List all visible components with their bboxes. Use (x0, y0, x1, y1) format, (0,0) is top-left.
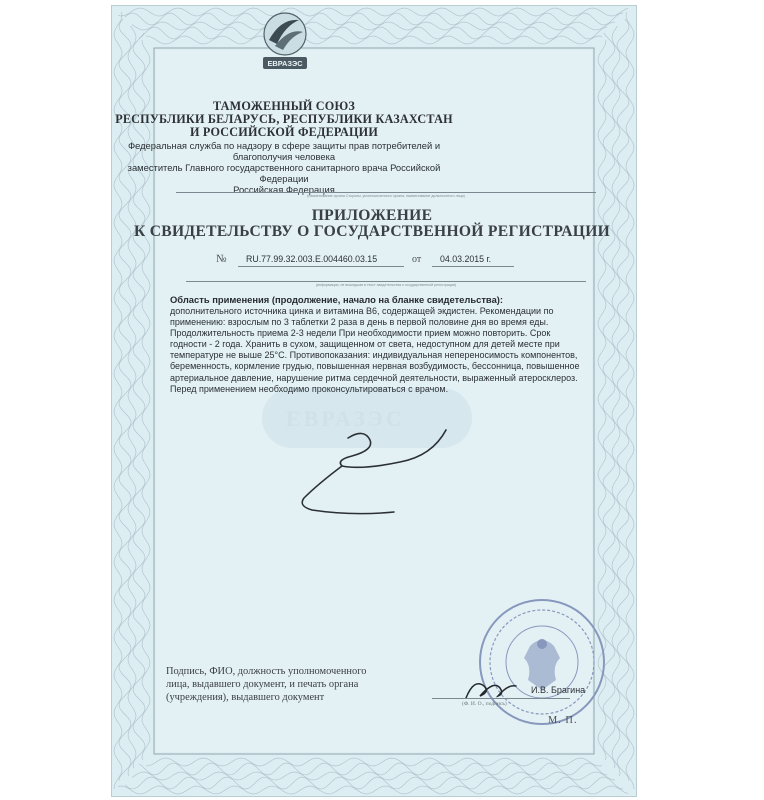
guilloche-wave (612, 26, 620, 776)
document-title (132, 208, 612, 240)
signer-caption-line: Подпись, ФИО, должность уполномоченного (166, 666, 367, 677)
note-underline (186, 281, 586, 282)
signer-name: И.В. Брагина (531, 685, 586, 695)
issuing-union (104, 100, 464, 139)
scope-section (170, 294, 600, 395)
scope-line: дополнительного источника цинка и витамина В6, содержащей экдистен. Рекомендации по (170, 306, 554, 316)
emblem-label: ЕВРАЗЭС (267, 59, 303, 68)
scope-line: Продолжительность приема 2-3 недели При необходимости прием можно повторить. Срок (170, 328, 551, 339)
strikeout-signature (282, 426, 448, 518)
guilloche-wave (125, 13, 623, 25)
number-underline (238, 266, 404, 267)
org-caption: (наименование органа Стороны, уполномоченного органа, наименование должностного лица) (307, 194, 465, 198)
scope-line: Перед применением необходимо проконсультироваться с врачом. (170, 383, 449, 394)
title-line: К СВИДЕТЕЛЬСТВУ О ГОСУДАРСТВЕННОЙ РЕГИСТРАЦИИ (133, 223, 611, 240)
scope-line: артериальное давление, нарушение ритма сердечной деятельности, выраженный атеросклероз. (170, 372, 578, 383)
signer-caption-line: (учреждения), выдавшего документ (166, 692, 325, 703)
union-line: И РОССИЙСКОЙ ФЕДЕРАЦИИ (189, 125, 379, 139)
agency-line: Федеральная служба по надзору в сфере защиты прав потребителей и благополучия человека (127, 140, 441, 162)
agency-line: Российская Федерация (233, 184, 335, 195)
date-underline (432, 266, 514, 267)
guilloche-wave (146, 758, 602, 766)
guilloche-wave (125, 777, 623, 789)
watermark-text: ЕВРАЗЭС (286, 406, 405, 431)
scope-line: применению: взрослым по 3 таблетки 2 раза в день в первой половине дня во время еды. (170, 317, 549, 328)
handwritten-signature (460, 674, 520, 704)
scope-heading: Область применения (продолжение, начало на бланке свидетельства): (170, 294, 504, 305)
registration-number: RU.77.99.32.003.E.004460.03.15 (246, 254, 378, 264)
union-line: РЕСПУБЛИКИ БЕЛАРУСЬ, РЕСПУБЛИКИ КАЗАХСТАН (115, 112, 453, 126)
signer-caption-line: лица, выдавшего документ, и печать органа (166, 679, 359, 690)
signature-caption: (Ф. И. О., подпись) (462, 701, 507, 707)
union-line: ТАМОЖЕННЫЙ СОЮЗ (212, 99, 356, 113)
official-seal (476, 596, 608, 728)
scope-line: беременность, кормление грудью, повышенная нервная возбудимость, бессонница, повышенное (170, 361, 580, 372)
title-line: ПРИЛОЖЕНИЕ (311, 207, 433, 224)
date-prefix: от (412, 254, 422, 265)
guilloche-wave (139, 27, 607, 39)
registration-date: 04.03.2015 г. (440, 254, 492, 264)
issuing-agency (106, 140, 462, 195)
agency-line: заместитель Главного государственного санитарного врача Российской Федерации (127, 162, 441, 184)
scope-line: годности - 2 года. Хранить в сухом, защищенном от света, недоступном для детей месте при (170, 339, 560, 350)
eurasec-emblem (255, 10, 315, 72)
scope-line: температуре не выше 25°С. Противопоказания: индивидуальная непереносимость компонентов, (170, 350, 578, 361)
signature-underline (432, 698, 570, 699)
signer-caption (166, 665, 416, 704)
guilloche-wave (146, 36, 602, 44)
stamp-place-label: М. П. (548, 715, 578, 726)
guilloche-wave (139, 763, 607, 775)
registration-row (216, 253, 516, 269)
note-caption: (информация, не вошедшая в текст свидетельства о государственной регистрации) (315, 283, 457, 287)
org-underline (176, 192, 596, 193)
number-sign: № (216, 253, 227, 265)
